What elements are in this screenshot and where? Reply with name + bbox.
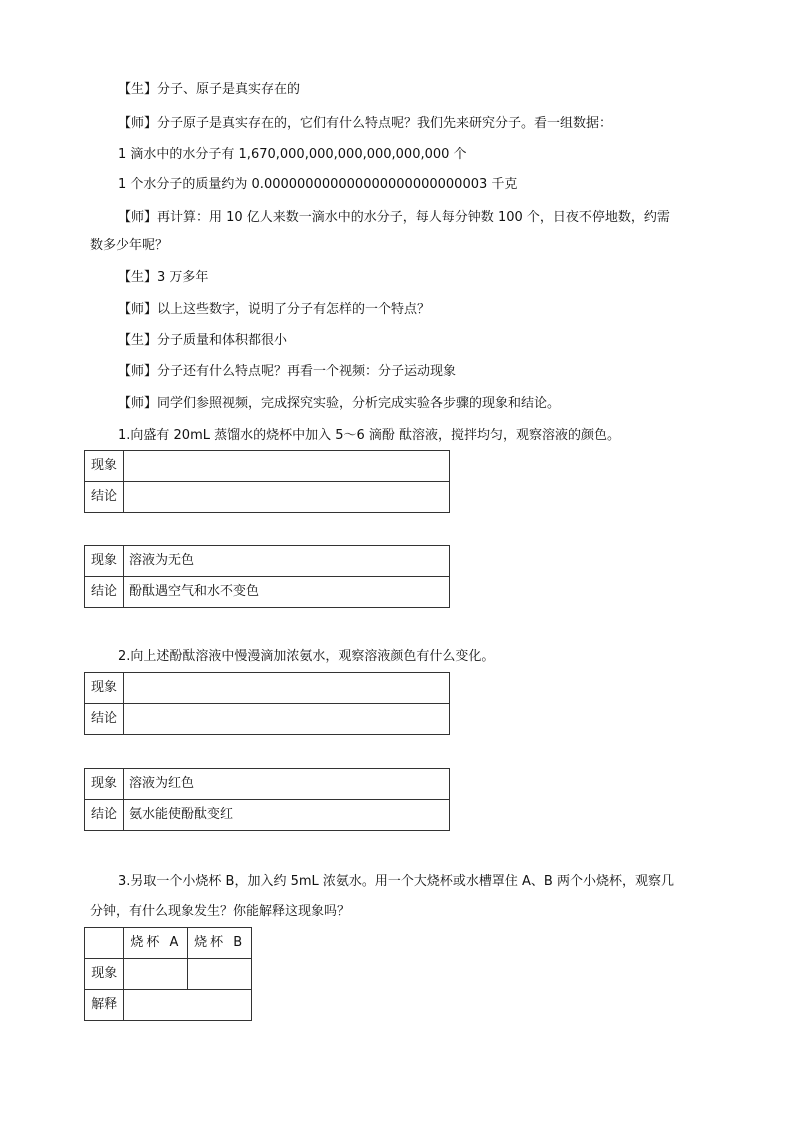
- phenomenon-cell[interactable]: [124, 673, 450, 704]
- phenomenon-answer-cell: 溶液为无色: [124, 546, 450, 577]
- step3-table: [84, 927, 252, 1021]
- explanation-cell[interactable]: [124, 990, 252, 1021]
- table-row: [85, 769, 450, 800]
- conclusion-answer-cell: 氨水能使酚酞变红: [124, 800, 450, 831]
- conclusion-answer-cell: 酚酞遇空气和水不变色: [124, 577, 450, 608]
- paragraph-teacher-4: 【师】分子还有什么特点呢？再看一个视频：分子运动现象: [118, 364, 457, 379]
- paragraph-student-3: 【生】分子质量和体积都很小: [118, 333, 288, 348]
- row-label-phenomenon: 现象: [85, 769, 124, 800]
- row-label-conclusion: 结论: [85, 800, 124, 831]
- table-row: [85, 482, 450, 513]
- beaker-b-phenomenon-cell[interactable]: [188, 959, 252, 990]
- beaker-a-phenomenon-cell[interactable]: [124, 959, 188, 990]
- step3-instruction: 3.另取一个小烧杯 B，加入约 5mL 浓氨水。用一个大烧杯或水槽罩住 A、B 两个小烧杯，观察几: [118, 874, 674, 889]
- paragraph-student-1: 【生】分子、原子是真实存在的: [118, 82, 301, 97]
- table-row: [85, 451, 450, 482]
- step2-blank-table: [84, 672, 450, 735]
- step1-instruction: 1.向盛有 20mL 蒸馏水的烧杯中加入 5～6 滴酚 酞溶液，搅拌均匀，观察溶液的颜色。: [118, 428, 621, 443]
- paragraph-data-1: 1 滴水中的水分子有 1,670,000,000,000,000,000,000 个: [118, 147, 467, 162]
- header-empty-cell: [85, 928, 124, 959]
- row-label-conclusion: 结论: [85, 577, 124, 608]
- paragraph-teacher-1: 【师】分子原子是真实存在的，它们有什么特点呢？我们先来研究分子。看一组数据：: [118, 116, 613, 131]
- step2-instruction: 2.向上述酚酞溶液中慢漫滴加浓氨水，观察溶液颜色有什么变化。: [118, 649, 495, 664]
- table-row: [85, 673, 450, 704]
- table-row: [85, 990, 252, 1021]
- step2-answer-table: [84, 768, 450, 831]
- phenomenon-cell[interactable]: [124, 451, 450, 482]
- paragraph-teacher-2-cont: 数多少年呢？: [90, 238, 169, 253]
- row-label-phenomenon: 现象: [85, 673, 124, 704]
- step3-instruction-cont: 分钟，有什么现象发生？你能解释这现象吗？: [90, 904, 351, 919]
- table-row: [85, 577, 450, 608]
- table-row: [85, 928, 252, 959]
- header-beaker-a: 烧杯 A: [124, 928, 188, 959]
- conclusion-cell[interactable]: [124, 482, 450, 513]
- paragraph-student-2: 【生】3 万多年: [118, 270, 209, 285]
- step1-answer-table: [84, 545, 450, 608]
- row-label-phenomenon: 现象: [85, 959, 124, 990]
- step1-blank-table: [84, 450, 450, 513]
- conclusion-cell[interactable]: [124, 704, 450, 735]
- table-row: [85, 546, 450, 577]
- paragraph-teacher-3: 【师】以上这些数字，说明了分子有怎样的一个特点？: [118, 302, 431, 317]
- paragraph-data-2: 1 个水分子的质量约为 0.000000000000000000000000003 千克: [118, 177, 518, 192]
- row-label-phenomenon: 现象: [85, 546, 124, 577]
- row-label-conclusion: 结论: [85, 704, 124, 735]
- phenomenon-answer-cell: 溶液为红色: [124, 769, 450, 800]
- row-label-conclusion: 结论: [85, 482, 124, 513]
- table-row: [85, 800, 450, 831]
- row-label-explanation: 解释: [85, 990, 124, 1021]
- table-row: [85, 704, 450, 735]
- paragraph-teacher-5: 【师】同学们参照视频，完成探究实验，分析完成实验各步骤的现象和结论。: [118, 396, 561, 411]
- header-beaker-b: 烧杯 B: [188, 928, 252, 959]
- paragraph-teacher-2: 【师】再计算：用 10 亿人来数一滴水中的水分子，每人每分钟数 100 个，日夜不停地数，约需: [118, 210, 670, 225]
- row-label-phenomenon: 现象: [85, 451, 124, 482]
- table-row: [85, 959, 252, 990]
